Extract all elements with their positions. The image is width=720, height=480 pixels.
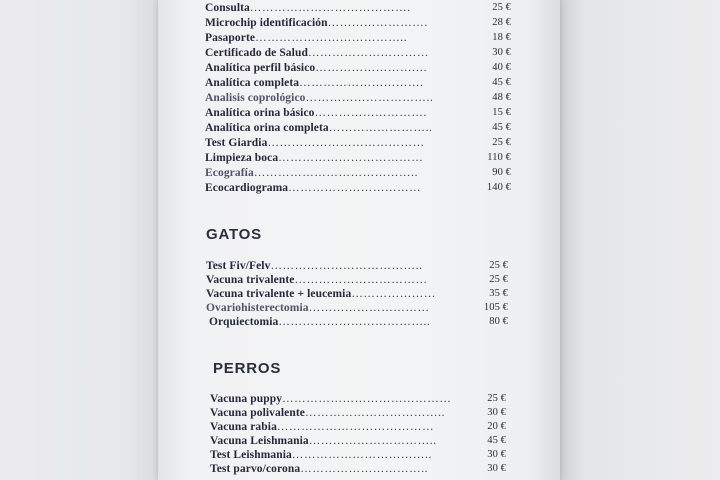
service-name: Vacuna Leishmania: [210, 435, 309, 447]
background-left: [0, 0, 160, 480]
service-price: 40 €: [492, 62, 511, 73]
section-heading-gatos: GATOS: [206, 226, 262, 243]
service-name: Test parvo/corona: [210, 463, 301, 475]
service-name: Vacuna trivalente: [206, 274, 295, 286]
service-price: 25 €: [487, 393, 506, 404]
service-name: Test Leishmania: [210, 449, 292, 461]
service-name: Consulta: [205, 2, 250, 14]
service-price: 15 €: [492, 107, 511, 118]
service-name: Test Giardia: [205, 137, 268, 149]
service-price: 25 €: [489, 274, 508, 285]
dot-leader: ………………………….: [299, 77, 424, 89]
dot-leader: …………………: [351, 288, 437, 300]
dot-leader: …………………………………: [276, 421, 435, 433]
service-price: 110 €: [487, 152, 511, 163]
service-name: Test Fiv/Felv: [206, 260, 271, 272]
service-price: 18 €: [492, 32, 511, 43]
service-price: 45 €: [487, 435, 506, 446]
service-price: 140 €: [486, 182, 511, 193]
dot-leader: ………………………………….: [249, 2, 411, 14]
service-price: 25 €: [489, 260, 508, 271]
service-name: Ovariohisterectomia: [206, 302, 309, 314]
service-price: 35 €: [489, 288, 508, 299]
service-name: Ecocardiograma: [205, 182, 289, 194]
dot-leader: …………………………..: [305, 92, 434, 104]
service-name: Analítica orina completa: [205, 122, 329, 134]
service-price: 30 €: [487, 449, 506, 460]
service-price: 30 €: [487, 407, 506, 418]
service-name: Analítica orina básico: [205, 107, 315, 119]
background-right: [560, 0, 720, 480]
dot-leader: ………………………………..: [255, 32, 408, 44]
dot-leader: ……………………….: [314, 107, 427, 119]
service-name: Microchip identificación: [205, 17, 328, 29]
dot-leader: ……………………..: [328, 122, 433, 134]
service-price: 30 €: [487, 463, 506, 474]
dot-leader: …………………………..: [308, 435, 437, 447]
dot-leader: …………………….…: [315, 62, 428, 74]
service-price: 20 €: [487, 421, 506, 432]
service-price: 48 €: [492, 92, 511, 103]
dot-leader: ……………………………..: [305, 407, 446, 419]
dot-leader: …………………………: [307, 47, 429, 59]
service-name: Certificado de Salud: [205, 47, 308, 59]
service-name: Analítica perfil básico: [205, 62, 316, 74]
service-name: Vacuna polivalente: [210, 407, 305, 419]
service-name: Analítica completa: [205, 77, 300, 89]
service-name: Limpieza boca: [205, 152, 279, 164]
dot-leader: …………………………..: [300, 463, 429, 475]
dot-leader: ……………………………………: [282, 393, 452, 405]
service-price: 25 €: [492, 137, 511, 148]
service-name: Analisis coprológico: [205, 92, 306, 104]
service-price: 105 €: [483, 302, 508, 313]
service-price: 30 €: [492, 47, 511, 58]
service-name: Orquiectomia: [209, 316, 279, 328]
service-price: 90 €: [492, 167, 511, 178]
service-price: 80 €: [489, 316, 508, 327]
service-name: Pasaporte: [205, 32, 256, 44]
dot-leader: …………………………………: [267, 137, 425, 149]
dot-leader: ……………………………..: [291, 449, 432, 461]
service-name: Ecografía: [205, 167, 254, 179]
dot-leader: ………………………………..: [270, 260, 423, 272]
dot-leader: ……………………………: [288, 182, 422, 194]
dot-leader: ……………………………: [294, 274, 428, 286]
dot-leader: ………………………………..: [278, 316, 431, 328]
dot-leader: …………………………: [308, 302, 430, 314]
service-price: 45 €: [492, 122, 511, 133]
service-name: Vacuna trivalente + leucemia: [206, 288, 352, 300]
dot-leader: …………………………………..: [253, 167, 419, 179]
service-price: 45 €: [492, 77, 511, 88]
service-price: 28 €: [492, 17, 511, 28]
service-price: 25 €: [492, 2, 511, 13]
dot-leader: …………………….: [327, 17, 428, 29]
service-name: Vacuna puppy: [210, 393, 283, 405]
service-name: Vacuna rabia: [210, 421, 277, 433]
dot-leader: ………………………………: [278, 152, 424, 164]
section-heading-perros: PERROS: [213, 360, 282, 377]
